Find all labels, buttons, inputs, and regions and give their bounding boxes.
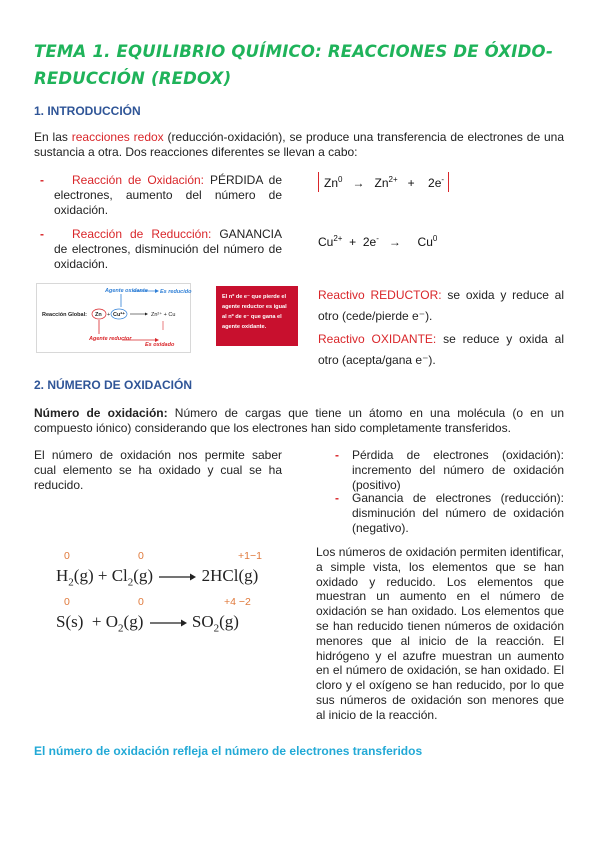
reductor-label: Reactivo REDUCTOR:	[318, 288, 442, 302]
oxidation-number-definition	[34, 406, 564, 436]
redox-term: reacciones redox	[71, 130, 164, 144]
oxidation-half-reaction	[324, 175, 444, 190]
bullet-oxidation-label: Reacción de Oxidación:	[72, 173, 205, 187]
eq2-o: O	[105, 612, 119, 631]
formula-sup: -	[376, 234, 379, 243]
formula-cu-ion: Cu	[318, 235, 334, 249]
bullet-electron-gain-text: Ganancia de electrones (reducción): disminución del número de oxidación (negativo).	[352, 491, 564, 535]
eq1-sub: 2	[127, 576, 134, 589]
bullet-dash-icon: -	[335, 491, 339, 505]
diagram-agent-ox: Agente oxidante	[105, 288, 148, 294]
oxidante-text: se reduce y oxida al otro (acepta/gana e⁻).	[318, 332, 565, 367]
page-title: TEMA 1. EQUILIBRIO QUÍMICO: REACCIONES DE ÓXIDO- REDUCCIÓN (REDOX)	[34, 42, 554, 88]
long-arrow-icon	[157, 572, 197, 582]
eq2-state: (s)	[65, 612, 84, 631]
formula-sup: -	[441, 175, 445, 184]
bullet-reduction-label: Reacción de Reducción:	[72, 227, 212, 241]
bullet-reduction-text: GANANCIA de electrones, disminución del número de oxidación.	[54, 227, 283, 271]
oxidation-purpose-paragraph: El número de oxidación nos permite saber cual elemento se ha oxidado y cual se ha reducido.	[34, 448, 282, 492]
diagram-arrowhead-icon	[155, 289, 159, 293]
eq1-sub: 2	[68, 576, 74, 589]
diagram-agent-red: Agente reductor	[89, 336, 132, 342]
eq2-so: SO	[191, 612, 214, 631]
bullet-reduction	[40, 227, 283, 272]
redox-diagram	[36, 283, 191, 353]
oxidation-number-label: Número de oxidación:	[34, 406, 168, 420]
section-heading-intro: 1. INTRODUCCIÓN	[34, 104, 141, 118]
eq2-ox-so2: +4 −2	[224, 596, 251, 608]
bullet-electron-loss	[335, 448, 564, 493]
plus-sign: +	[407, 176, 415, 190]
eq1-state: (g)	[133, 566, 154, 585]
equation-2	[56, 612, 239, 634]
formula-sup: 2+	[388, 175, 398, 184]
eq1-state: (g)	[238, 566, 259, 585]
oxidation-number-text: Número de cargas que tiene un átomo en una molécula (o en un compuesto iónico) considerando que los electrones han sido completamente transferidos.	[34, 406, 564, 435]
eq1-ox-h: 0	[64, 550, 70, 562]
bullet-oxidation	[40, 173, 282, 218]
formula-sup: 2+	[333, 234, 343, 243]
formula-sup: 0	[338, 175, 343, 184]
section-heading-oxidation-number: 2. NÚMERO DE OXIDACIÓN	[34, 378, 193, 392]
reductor-text: se oxida y reduce al otro (cede/pierde e⁻).	[318, 288, 565, 323]
formula-zn-ion: Zn	[374, 176, 389, 190]
eq2-state: (g)	[219, 612, 239, 631]
eq2-ox-s: 0	[64, 596, 70, 608]
diagram-cu: Cu²⁺	[113, 312, 126, 318]
bullet-dash-icon: -	[335, 448, 339, 462]
intro-paragraph	[34, 130, 564, 160]
intro-text-prefix: En las	[34, 130, 72, 144]
oxidante-definition	[318, 329, 564, 371]
formula-electrons: 2e	[428, 176, 442, 190]
oxidante-label: Reactivo OXIDANTE:	[318, 332, 437, 346]
eq1-ox-hcl: +1−1	[238, 550, 262, 562]
formula-cu: Cu	[417, 235, 433, 249]
eq2-s: S	[56, 612, 66, 631]
eq1-ox-cl: 0	[138, 550, 144, 562]
plus-sign: +	[349, 235, 357, 249]
formula-electrons: 2e	[362, 235, 377, 249]
eq2-ox-o: 0	[138, 596, 144, 608]
oxidation-number-equations	[56, 550, 306, 670]
intro-text-suffix: (reducción-oxidación), se produce una transferencia de electrones de una sustancia a otra. Dos reacciones diferentes se llevan a cabo:	[34, 130, 565, 159]
eq1-state: (g)	[73, 566, 94, 585]
eq1-h: H	[56, 566, 69, 585]
bullet-electron-gain	[335, 491, 564, 536]
eq2-sub: 2	[118, 622, 124, 635]
bullet-electron-loss-text: Pérdida de electrones (oxidación): incremento del número de oxidación (positivo)	[352, 448, 564, 492]
explanation-paragraph: Los números de oxidación permiten identificar, a simple vista, los elementos que se han oxidado y reducido. Los elementos que muestran un aumento en el número de oxidación se han oxidado. Los elementos que se han reducido tienen números de oxidación menores que al inicio de la reacción. El hidrógeno y el azufre muestran un aumento en el número de oxidación, se han oxidado. El cloro y el oxígeno se han reducido, por lo que sus números de oxidación son menores que al inicio de la reacción.	[316, 545, 564, 722]
long-arrow-icon	[148, 618, 188, 628]
closing-statement: El número de oxidación refleja el número de electrones transferidos	[34, 744, 423, 758]
equation-1	[56, 566, 258, 588]
eq2-plus: +	[91, 612, 102, 631]
reduction-half-reaction	[318, 234, 437, 249]
diagram-arrowhead-icon	[145, 313, 148, 316]
eq2-sub: 2	[213, 622, 220, 635]
diagram-products: Zn²⁺ + Cu	[151, 312, 176, 318]
formula-sup: 0	[432, 234, 438, 243]
diagram-es-reducido: Es reducido	[160, 289, 192, 295]
arrow-icon: →	[388, 235, 401, 249]
bullet-oxidation-text: PÉRDIDA de electrones, aumento del número de oxidación.	[54, 173, 282, 217]
diagram-zn: Zn	[95, 312, 102, 318]
eq2-state: (g)	[123, 612, 144, 631]
electron-balance-note: El nº de e⁻ que pierde el agente reductor es igual al nº de e⁻ que gana el agente oxidante.	[216, 286, 298, 346]
eq1-cl: Cl	[111, 566, 128, 585]
reductor-definition	[318, 285, 564, 327]
diagram-global-label: Reacción Global:	[42, 312, 87, 318]
arrow-icon: →	[352, 176, 365, 190]
bracket-right	[448, 172, 449, 192]
formula-zn: Zn	[324, 176, 339, 190]
eq1-hcl: 2HCl	[201, 566, 239, 585]
bullet-dash-icon: -	[40, 173, 44, 187]
bullet-dash-icon: -	[40, 227, 44, 241]
diagram-es-oxidado: Es oxidado	[145, 342, 175, 348]
diagram-plus: +	[107, 312, 111, 318]
bracket-left	[318, 172, 319, 192]
redox-diagram-svg	[37, 284, 192, 354]
eq1-plus: +	[97, 566, 108, 585]
